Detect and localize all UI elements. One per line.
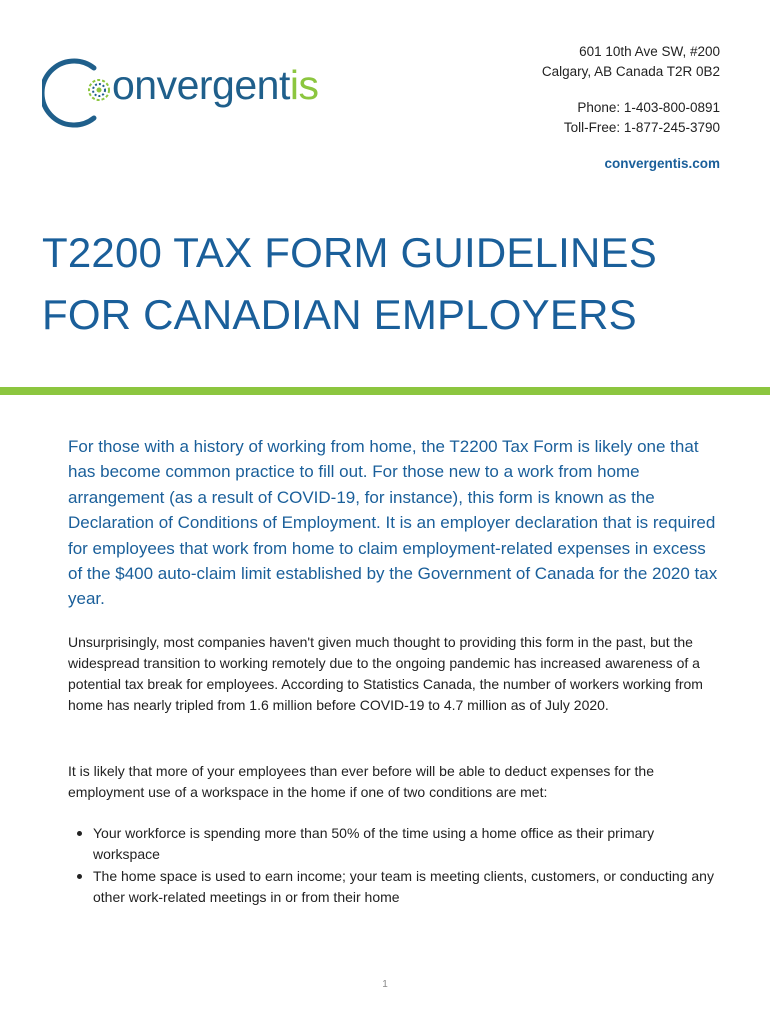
conditions-list (68, 823, 718, 909)
toll-free-number: Toll-Free: 1-877-245-3790 (563, 120, 720, 135)
list-item: The home space is used to earn income; your team is meeting clients, customers, or conducting any other work-related meetings in or from their home (68, 866, 718, 908)
document-title (42, 222, 762, 346)
address-line-1: 601 10th Ave SW, #200 (579, 44, 720, 59)
body-paragraph-1: Unsurprisingly, most companies haven't given much thought to providing this form in the past, but the widespread transition to working remotely due to the ongoing pandemic has increased awareness of a potential tax break for employees. According to Statistics Canada, the number of workers working from home has nearly tripled from 1.6 million before COVID-19 to 4.7 million as of July 2020. (68, 634, 703, 713)
contact-block (542, 42, 720, 174)
list-item: Your workforce is spending more than 50% of the time using a home office as their primary workspace (68, 823, 718, 865)
bullet-icon (77, 874, 82, 879)
phone-number: Phone: 1-403-800-0891 (577, 100, 720, 115)
title-line-2: FOR CANADIAN EMPLOYERS (42, 291, 637, 338)
title-line-1: T2200 TAX FORM GUIDELINES (42, 229, 657, 276)
page-number: 1 (382, 979, 388, 990)
address-line-2: Calgary, AB Canada T2R 0B2 (541, 64, 720, 79)
bullet-icon (77, 831, 82, 836)
logo-wordmark: onvergentis (112, 62, 319, 108)
green-divider (0, 387, 770, 395)
convergentis-logo (42, 56, 342, 128)
website-link[interactable]: convergentis.com (604, 156, 720, 171)
body-paragraph-2: It is likely that more of your employees than ever before will be able to deduct expenses for the employment use of a workspace in the home if one of two conditions are met: (68, 763, 654, 800)
lead-paragraph: For those with a history of working from home, the T2200 Tax Form is likely one that has become common practice to fill out. For those new to a work from home arrangement (as a result of COVID-19, for instance), this form is known as the Declaration of Conditions of Employment. It is an employer declaration that is required for employees that work from home to claim employment-related expenses in excess of the $400 auto-claim limit established by the Government of Canada for the 2020 tax year. (68, 437, 718, 609)
